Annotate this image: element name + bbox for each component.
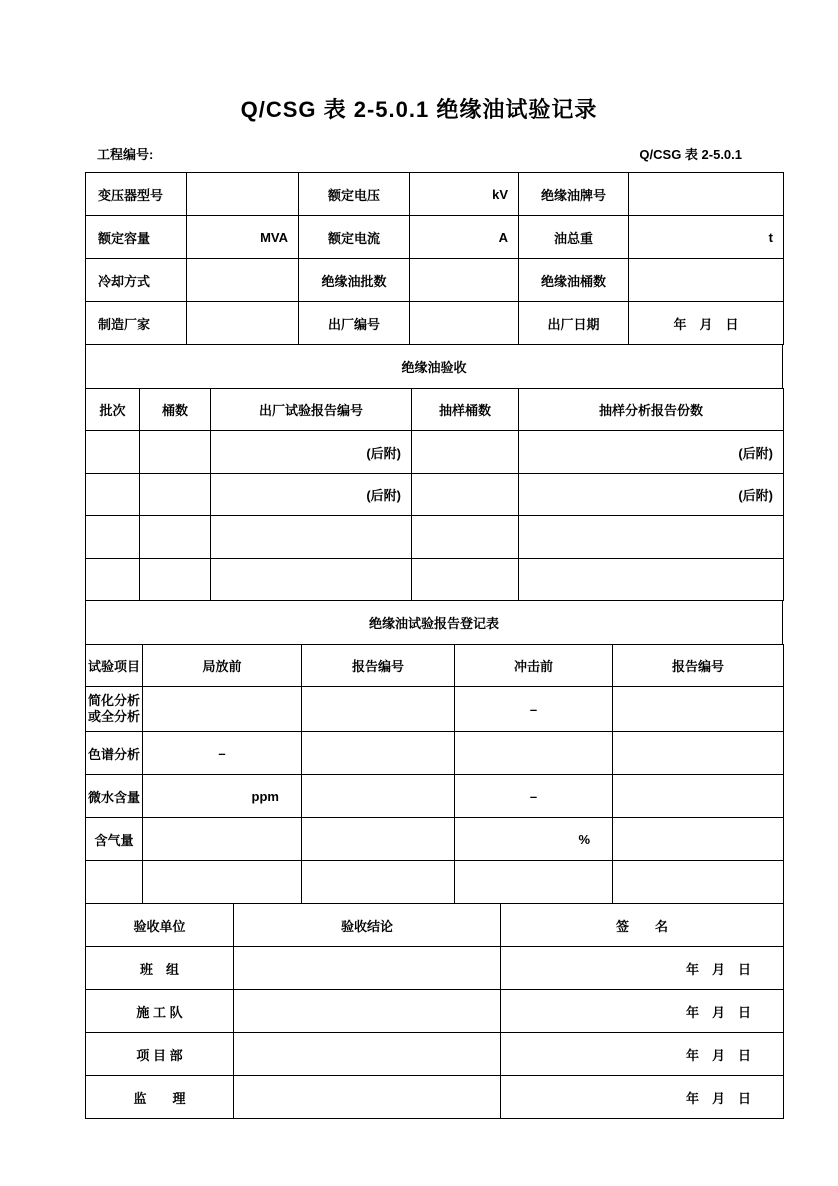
form-reference: Q/CSG 表 2-5.0.1 [639, 147, 742, 162]
test-item-header: 试验项目 [86, 645, 143, 687]
signoff-row [86, 1033, 784, 1076]
info-row [86, 302, 784, 345]
form-table-area [85, 172, 783, 1119]
signature-date-cell: 年 月 日 [501, 1033, 784, 1076]
cooling-mode-label: 冷却方式 [86, 259, 187, 302]
cooling-mode-value [187, 259, 299, 302]
signoff-row [86, 1076, 784, 1119]
before-pd-cell [143, 818, 302, 861]
batch-no-cell [86, 474, 140, 516]
acceptance-row [86, 474, 784, 516]
report-no2-cell [613, 687, 784, 732]
report-no-cell [302, 861, 455, 904]
signature-date-cell: 年 月 日 [501, 990, 784, 1033]
rated-voltage-value: kV [410, 173, 519, 216]
registry-row [86, 775, 784, 818]
barrel-count-cell [140, 474, 211, 516]
rated-voltage-label: 额定电压 [299, 173, 410, 216]
registry-section-title: 绝缘油试验报告登记表 [86, 601, 783, 645]
unit-cell: 施 工 队 [86, 990, 234, 1033]
factory-number-value [410, 302, 519, 345]
barrel-count-header: 桶数 [140, 389, 211, 431]
report-no-cell [302, 732, 455, 775]
factory-test-report-cell: (后附) [211, 431, 412, 474]
unit-cell: 班 组 [86, 947, 234, 990]
factory-test-report-cell: (后附) [211, 474, 412, 516]
acceptance-unit-header: 验收单位 [86, 904, 234, 947]
conclusion-cell [234, 990, 501, 1033]
test-item-cell: 简化分析或全分析 [86, 687, 143, 732]
registry-row [86, 687, 784, 732]
registry-row [86, 732, 784, 775]
batch-no-cell [86, 431, 140, 474]
sample-report-count-header: 抽样分析报告份数 [519, 389, 784, 431]
info-row [86, 173, 784, 216]
oil-total-weight-value: t [629, 216, 784, 259]
manufacturer-label: 制造厂家 [86, 302, 187, 345]
factory-date-value: 年 月 日 [629, 302, 784, 345]
before-pd-header: 局放前 [143, 645, 302, 687]
transformer-model-value [187, 173, 299, 216]
conclusion-cell [234, 1033, 501, 1076]
info-table [85, 172, 784, 345]
acceptance-conclusion-header: 验收结论 [234, 904, 501, 947]
sample-report-count-cell: (后附) [519, 474, 784, 516]
acceptance-row [86, 559, 784, 601]
barrel-count-cell [140, 431, 211, 474]
info-row [86, 259, 784, 302]
unit-cell: 项 目 部 [86, 1033, 234, 1076]
sample-barrel-cell [412, 516, 519, 559]
signoff-table [85, 903, 784, 1119]
oil-brand-value [629, 173, 784, 216]
sample-barrel-cell [412, 559, 519, 601]
report-no-cell [302, 687, 455, 732]
oil-brand-label: 绝缘油牌号 [519, 173, 629, 216]
sample-barrel-header: 抽样桶数 [412, 389, 519, 431]
batch-no-cell [86, 559, 140, 601]
meta-row [97, 144, 742, 163]
report-no2-cell [613, 818, 784, 861]
batch-no-header: 批次 [86, 389, 140, 431]
acceptance-header-row [86, 389, 784, 431]
form-title: Q/CSG 表 2-5.0.1 绝缘油试验记录 [240, 97, 598, 122]
acceptance-row [86, 516, 784, 559]
rated-capacity-label: 额定容量 [86, 216, 187, 259]
rated-current-label: 额定电流 [299, 216, 410, 259]
before-impulse-cell [455, 732, 613, 775]
factory-test-report-header: 出厂试验报告编号 [211, 389, 412, 431]
report-no2-cell [613, 732, 784, 775]
report-no-cell [302, 818, 455, 861]
registry-header-row [86, 645, 784, 687]
oil-batch-count-value [410, 259, 519, 302]
report-no2-header: 报告编号 [613, 645, 784, 687]
report-no2-cell [613, 861, 784, 904]
before-impulse-cell: – [455, 687, 613, 732]
signature-header: 签 名 [501, 904, 784, 947]
transformer-model-label: 变压器型号 [86, 173, 187, 216]
factory-test-report-cell [211, 559, 412, 601]
factory-date-label: 出厂日期 [519, 302, 629, 345]
oil-barrel-count-value [629, 259, 784, 302]
acceptance-row [86, 431, 784, 474]
factory-number-label: 出厂编号 [299, 302, 410, 345]
rated-current-value: A [410, 216, 519, 259]
rated-capacity-value: MVA [187, 216, 299, 259]
before-impulse-cell: % [455, 818, 613, 861]
registry-table [85, 644, 784, 904]
manufacturer-value [187, 302, 299, 345]
before-pd-cell [143, 687, 302, 732]
factory-test-report-cell [211, 516, 412, 559]
barrel-count-cell [140, 516, 211, 559]
test-item-cell: 含气量 [86, 818, 143, 861]
conclusion-cell [234, 1076, 501, 1119]
acceptance-section-title: 绝缘油验收 [86, 345, 783, 389]
batch-no-cell [86, 516, 140, 559]
test-item-cell: 微水含量 [86, 775, 143, 818]
info-row [86, 216, 784, 259]
test-item-cell: 色谱分析 [86, 732, 143, 775]
acceptance-table [85, 388, 784, 601]
oil-barrel-count-label: 绝缘油桶数 [519, 259, 629, 302]
before-impulse-header: 冲击前 [455, 645, 613, 687]
conclusion-cell [234, 947, 501, 990]
signoff-row [86, 947, 784, 990]
registry-row [86, 861, 784, 904]
project-number-label: 工程编号: [97, 147, 154, 162]
report-no-cell [302, 775, 455, 818]
sample-report-count-cell [519, 559, 784, 601]
sample-report-count-cell: (后附) [519, 431, 784, 474]
before-pd-cell: ppm [143, 775, 302, 818]
sample-report-count-cell [519, 516, 784, 559]
unit-cell: 监 理 [86, 1076, 234, 1119]
report-no2-cell [613, 775, 784, 818]
acceptance-section [85, 344, 783, 389]
report-no-header: 报告编号 [302, 645, 455, 687]
signature-date-cell: 年 月 日 [501, 1076, 784, 1119]
signoff-header-row [86, 904, 784, 947]
registry-section [85, 600, 783, 645]
before-impulse-cell: – [455, 775, 613, 818]
oil-total-weight-label: 油总重 [519, 216, 629, 259]
sample-barrel-cell [412, 431, 519, 474]
barrel-count-cell [140, 559, 211, 601]
registry-row [86, 818, 784, 861]
before-pd-cell [143, 861, 302, 904]
signature-date-cell: 年 月 日 [501, 947, 784, 990]
signoff-row [86, 990, 784, 1033]
before-impulse-cell [455, 861, 613, 904]
test-item-cell [86, 861, 143, 904]
sample-barrel-cell [412, 474, 519, 516]
before-pd-cell: – [143, 732, 302, 775]
oil-batch-count-label: 绝缘油批数 [299, 259, 410, 302]
